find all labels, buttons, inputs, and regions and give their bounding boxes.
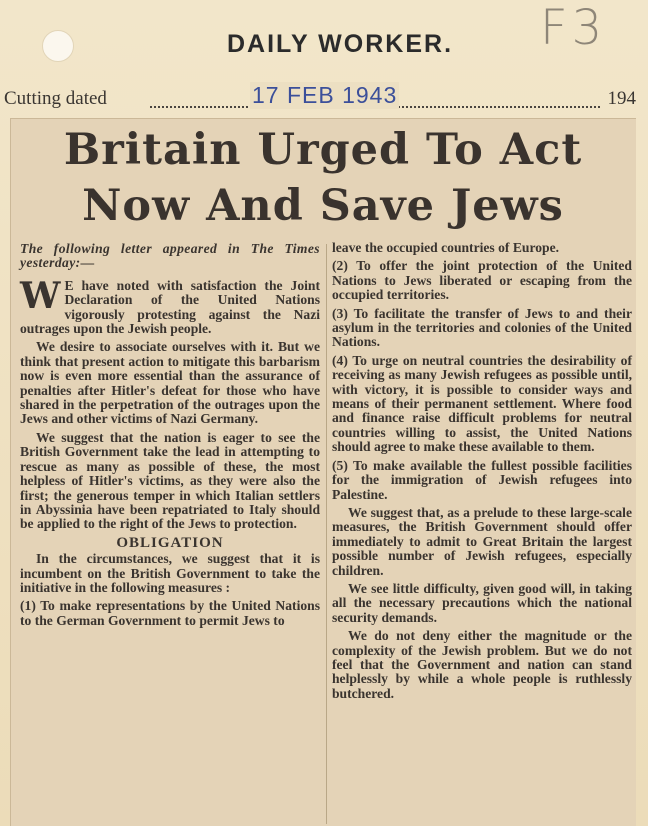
list-item: leave the occupied countries of Europe. (332, 240, 560, 255)
column-divider (326, 244, 327, 824)
list-item: (4) To urge on neutral countries the desirability of receiving as many Jewish refugees as possible until, with victory, it is possible to consider ways and means of their permanent settlement. Where food and finance raise difficult problems for neutral countries willing to assist, the United Nations should agree to make these available to them. (332, 352, 632, 455)
pencil-annotation: F3 (540, 0, 607, 56)
paragraph-text: E have noted with satisfaction the Joint Declaration of the United Nations vigorously protesting against the Nazi outrages upon the Jewish people. (20, 277, 320, 337)
list-item: (1) To make representations by the United Nations to the German Government to permit Jews to (20, 598, 320, 628)
punch-hole (42, 30, 74, 62)
paragraph: We suggest that, as a prelude to these large-scale measures, the British Government should offer immediately to admit to Great Britain the largest possible number of Jewish refugees, especially children. (332, 504, 632, 578)
list-item: (3) To facilitate the transfer of Jews to and their asylum in the territories and colonies of the United Nations. (332, 305, 632, 350)
paragraph: We see little difficulty, given good will, in taking all the necessary precautions which the national security demands. (332, 580, 632, 625)
headline-line-1: Britain Urged To Act (63, 125, 583, 175)
date-stamp: 17 FEB 1943 (252, 82, 398, 108)
subheading: OBLIGATION (116, 534, 224, 551)
headline (10, 122, 636, 234)
headline-line-2: Now And Save Jews (82, 181, 564, 231)
paragraph (20, 274, 320, 337)
paragraph: We desire to associate ourselves with it. But we think that present action to mitigate this barbarism now is even more essential than the assurance of penalties after Hitler's defeat for those who have shared in the perpetration of the outrages upon the Jews and other victims of Nazi Germany. (20, 339, 320, 427)
newspaper-clipping (10, 118, 636, 826)
paragraph: We suggest that the nation is eager to see the British Government take the lead in attempting to rescue as many as possible of these, the most helpless of Hitler's victims, as they were also the first; the generous temper in which Italian settlers in Abyssinia have been repatriated to Italy should be applied to the right of the Jews to protection. (20, 429, 320, 532)
list-item: (5) To make available the fullest possible facilities for the immigration of Jewish refugees into Palestine. (332, 457, 632, 502)
year-prefix: 194 (607, 88, 636, 109)
cutting-date-row (4, 82, 636, 114)
drop-cap: W (20, 274, 61, 317)
right-column (332, 241, 632, 705)
paragraph: We do not deny either the magnitude or the complexity of the Jewish problem. But we do not feel that the Government and nation can stand helplessly by while a whole people is ruthlessly butchered. (332, 628, 632, 701)
intro-line: The following letter appeared in The Times yesterday:— (20, 241, 320, 271)
cutting-label: Cutting dated (4, 88, 107, 109)
paragraph: In the circumstances, we suggest that it is incumbent on the British Government to take the initiative in the following measures : (20, 551, 320, 595)
newspaper-masthead: DAILY WORKER. (226, 30, 454, 58)
list-item: (2) To offer the joint protection of the United Nations to Jews liberated or escaping from the occupied territories. (332, 258, 632, 303)
left-column (20, 242, 320, 632)
